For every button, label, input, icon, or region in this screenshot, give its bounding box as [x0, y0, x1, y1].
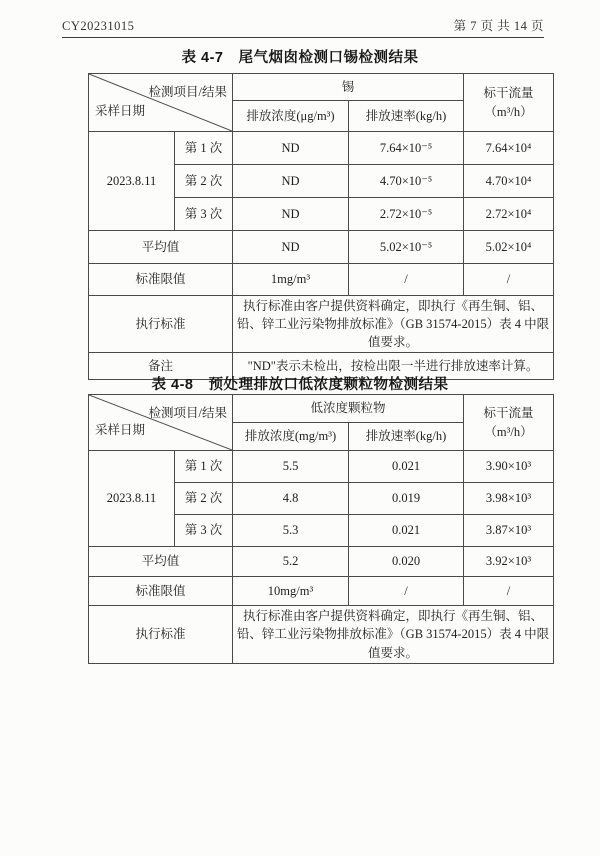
concentration-value: ND	[233, 132, 349, 165]
run-label: 第 2 次	[175, 165, 233, 198]
rate-header: 排放速率(kg/h)	[349, 423, 464, 451]
table-4-8-title: 表 4-8 预处理排放口低浓度颗粒物检测结果	[151, 377, 449, 393]
limit-label: 标准限值	[89, 264, 233, 296]
average-rate: 0.020	[349, 547, 464, 577]
concentration-header: 排放浓度(μg/m³)	[233, 101, 349, 132]
page-header	[62, 16, 544, 38]
concentration-value: 5.5	[233, 451, 349, 483]
table-4-7-title: 表 4-7 尾气烟囱检测口锡检测结果	[181, 50, 419, 66]
header-project-result: 检测项目/结果	[148, 406, 227, 420]
limit-flow: /	[464, 264, 554, 296]
rate-value: 7.64×10⁻⁵	[349, 132, 464, 165]
table-4-7	[88, 73, 554, 380]
rate-value: 4.70×10⁻⁵	[349, 165, 464, 198]
concentration-value: 4.8	[233, 483, 349, 515]
rate-value: 0.021	[349, 451, 464, 483]
standard-row	[89, 296, 554, 353]
average-flow: 5.02×10⁴	[464, 231, 554, 264]
limit-label: 标准限值	[89, 577, 233, 606]
average-concentration: ND	[233, 231, 349, 264]
limit-rate: /	[349, 577, 464, 606]
rate-value: 2.72×10⁻⁵	[349, 198, 464, 231]
flow-value: 3.98×10³	[464, 483, 554, 515]
standard-row	[89, 606, 554, 664]
standard-label: 执行标准	[89, 606, 233, 664]
flow-value: 3.90×10³	[464, 451, 554, 483]
concentration-value: ND	[233, 198, 349, 231]
standard-text: 执行标准由客户提供资料确定，即执行《再生铜、铝、铅、锌工业污染物排放标准》（GB 31574-2015）表 4 中限值要求。	[233, 606, 554, 664]
limit-rate: /	[349, 264, 464, 296]
sample-date-cell: 2023.8.11	[89, 451, 175, 547]
average-row	[89, 547, 554, 577]
average-label: 平均值	[89, 547, 233, 577]
table-4-8	[88, 394, 554, 664]
flow-value: 3.87×10³	[464, 515, 554, 547]
page-indicator: 第 7 页 共 14 页	[453, 19, 544, 33]
flow-value: 2.72×10⁴	[464, 198, 554, 231]
limit-concentration: 10mg/m³	[233, 577, 349, 606]
concentration-header: 排放浓度(mg/m³)	[233, 423, 349, 451]
flow-header-line1: 标干流量	[483, 405, 534, 420]
flow-header	[464, 395, 554, 451]
flow-value: 4.70×10⁴	[464, 165, 554, 198]
concentration-value: 5.3	[233, 515, 349, 547]
run-label: 第 3 次	[175, 515, 233, 547]
remark-label: 备注	[89, 353, 233, 380]
sample-date-cell: 2023.8.11	[89, 132, 175, 231]
flow-header-line2: （m³/h）	[484, 104, 533, 119]
document-number: CY20231015	[62, 19, 135, 33]
standard-label: 执行标准	[89, 296, 233, 353]
rate-value: 0.019	[349, 483, 464, 515]
limit-flow: /	[464, 577, 554, 606]
table-row	[89, 451, 554, 483]
flow-header	[464, 74, 554, 132]
average-row	[89, 231, 554, 264]
rate-value: 0.021	[349, 515, 464, 547]
rate-header: 排放速率(kg/h)	[349, 101, 464, 132]
flow-header-line2: （m³/h）	[484, 424, 533, 439]
table-row	[89, 132, 554, 165]
limit-row	[89, 264, 554, 296]
header-project-result: 检测项目/结果	[148, 85, 227, 99]
run-label: 第 1 次	[175, 451, 233, 483]
run-label: 第 2 次	[175, 483, 233, 515]
average-concentration: 5.2	[233, 547, 349, 577]
limit-concentration: 1mg/m³	[233, 264, 349, 296]
run-label: 第 1 次	[175, 132, 233, 165]
average-rate: 5.02×10⁻⁵	[349, 231, 464, 264]
average-flow: 3.92×10³	[464, 547, 554, 577]
diagonal-header-cell	[89, 395, 233, 451]
standard-text: 执行标准由客户提供资料确定，即执行《再生铜、铝、铅、锌工业污染物排放标准》（GB 31574-2015）表 4 中限值要求。	[233, 296, 554, 353]
flow-header-line1: 标干流量	[483, 85, 534, 100]
average-label: 平均值	[89, 231, 233, 264]
header-sample-date: 采样日期	[95, 103, 146, 118]
analyte-header: 低浓度颗粒物	[233, 395, 464, 423]
concentration-value: ND	[233, 165, 349, 198]
diagonal-header-cell	[89, 74, 233, 132]
header-sample-date: 采样日期	[95, 422, 146, 437]
remark-text: "ND"表示未检出，按检出限一半进行排放速率计算。	[233, 353, 554, 380]
limit-row	[89, 577, 554, 606]
flow-value: 7.64×10⁴	[464, 132, 554, 165]
run-label: 第 3 次	[175, 198, 233, 231]
analyte-header: 锡	[233, 74, 464, 101]
